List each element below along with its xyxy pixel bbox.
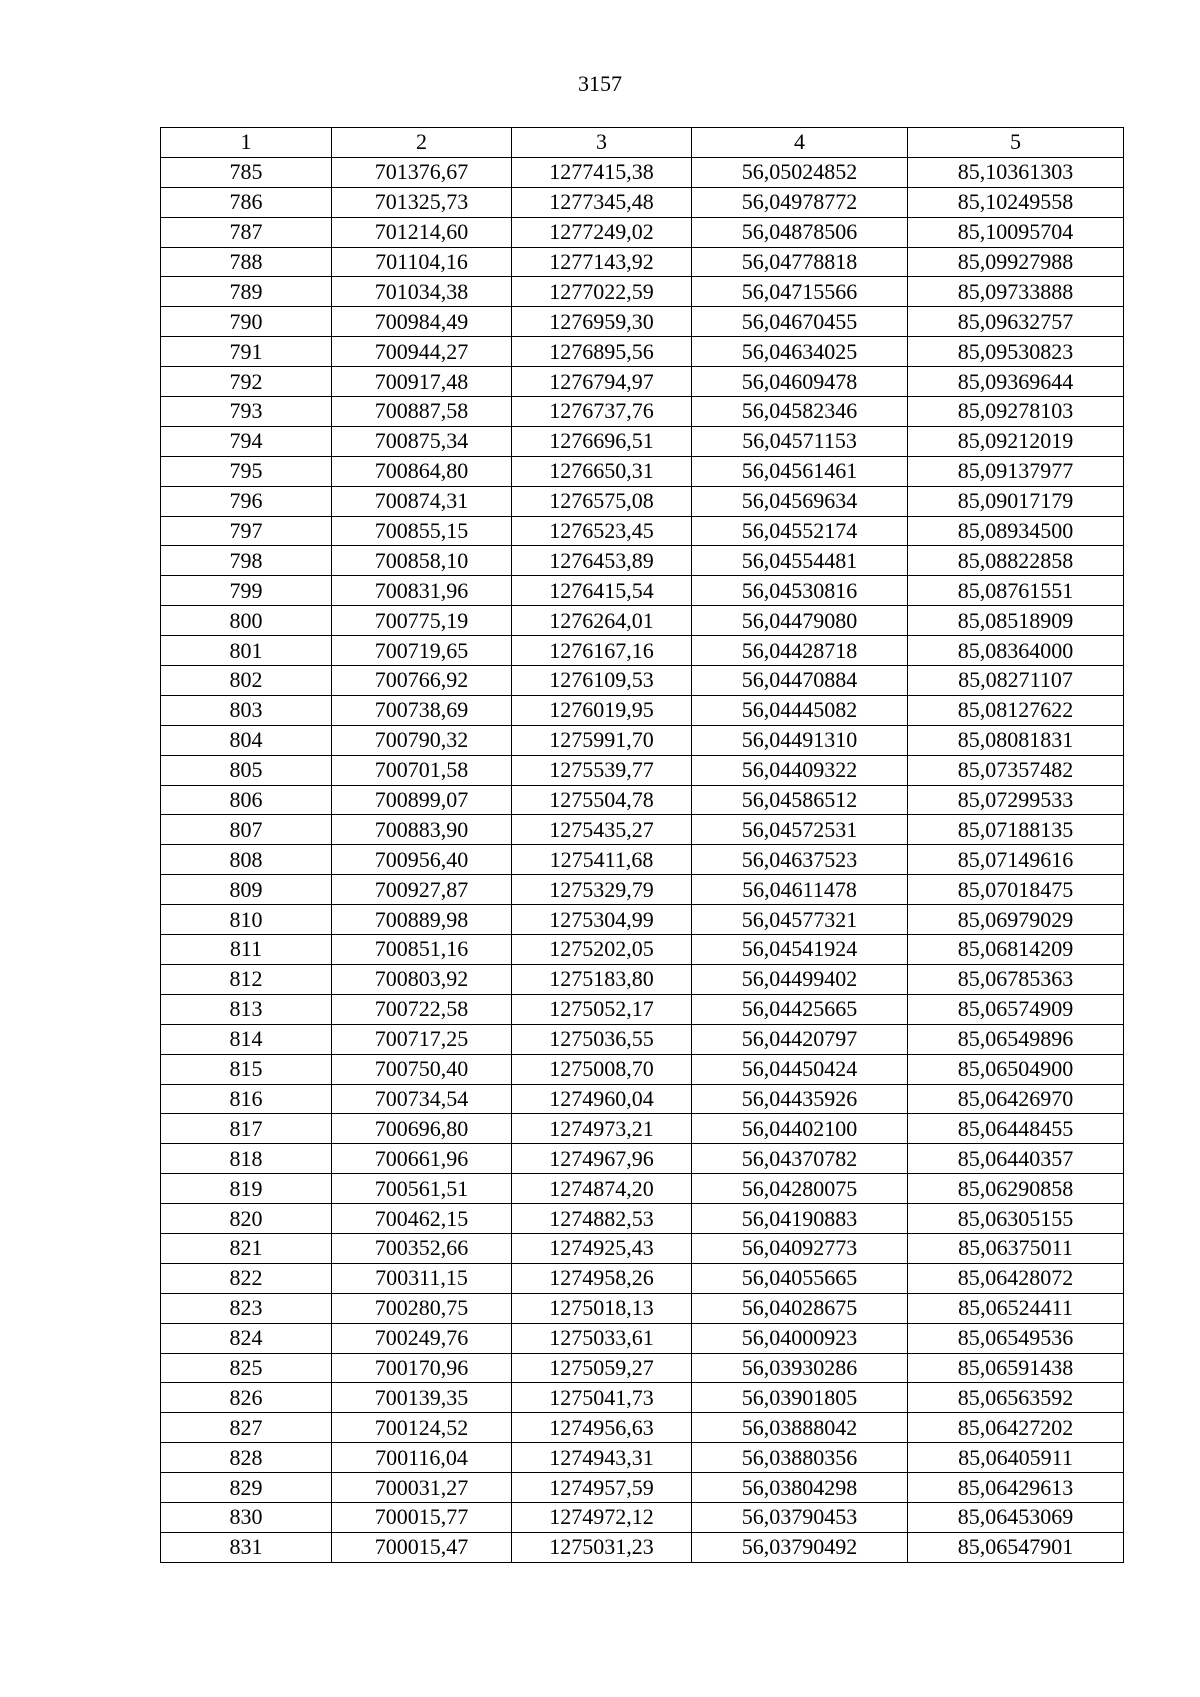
- y-coordinate-cell: 1276696,51: [512, 426, 692, 456]
- latitude-cell: 56,04499402: [692, 964, 908, 994]
- table-row: [161, 1204, 1124, 1234]
- y-coordinate-cell: 1276737,76: [512, 397, 692, 427]
- latitude-cell: 56,05024852: [692, 157, 908, 187]
- y-coordinate-cell: 1276895,56: [512, 337, 692, 367]
- point-number-cell: 787: [161, 217, 332, 247]
- longitude-cell: 85,06504900: [908, 1054, 1124, 1084]
- longitude-cell: 85,06305155: [908, 1204, 1124, 1234]
- x-coordinate-cell: 700790,32: [332, 725, 512, 755]
- point-number-cell: 805: [161, 755, 332, 785]
- x-coordinate-cell: 700722,58: [332, 994, 512, 1024]
- latitude-cell: 56,04634025: [692, 337, 908, 367]
- point-number-cell: 828: [161, 1443, 332, 1473]
- point-number-cell: 806: [161, 785, 332, 815]
- x-coordinate-cell: 700015,77: [332, 1502, 512, 1532]
- point-number-cell: 816: [161, 1084, 332, 1114]
- page-number: 3157: [578, 71, 622, 96]
- x-coordinate-cell: 701104,16: [332, 247, 512, 277]
- longitude-cell: 85,06979029: [908, 905, 1124, 935]
- y-coordinate-cell: 1277415,38: [512, 157, 692, 187]
- y-coordinate-cell: 1274882,53: [512, 1204, 692, 1234]
- latitude-cell: 56,04582346: [692, 397, 908, 427]
- point-number-cell: 804: [161, 725, 332, 755]
- point-number-cell: 799: [161, 576, 332, 606]
- point-number-cell: 822: [161, 1263, 332, 1293]
- table-row: [161, 1413, 1124, 1443]
- latitude-cell: 56,03804298: [692, 1473, 908, 1503]
- latitude-cell: 56,03880356: [692, 1443, 908, 1473]
- coordinates-table: [160, 127, 1124, 1563]
- x-coordinate-cell: 701034,38: [332, 277, 512, 307]
- latitude-cell: 56,03888042: [692, 1413, 908, 1443]
- point-number-cell: 802: [161, 666, 332, 696]
- column-header-4: 4: [692, 128, 908, 158]
- longitude-cell: 85,06375011: [908, 1233, 1124, 1263]
- latitude-cell: 56,04778818: [692, 247, 908, 277]
- latitude-cell: 56,04552174: [692, 516, 908, 546]
- latitude-cell: 56,04425665: [692, 994, 908, 1024]
- longitude-cell: 85,06549536: [908, 1323, 1124, 1353]
- y-coordinate-cell: 1276959,30: [512, 307, 692, 337]
- y-coordinate-cell: 1275304,99: [512, 905, 692, 935]
- y-coordinate-cell: 1276109,53: [512, 666, 692, 696]
- table-row: [161, 1233, 1124, 1263]
- y-coordinate-cell: 1275052,17: [512, 994, 692, 1024]
- longitude-cell: 85,07188135: [908, 815, 1124, 845]
- point-number-cell: 798: [161, 546, 332, 576]
- latitude-cell: 56,03790453: [692, 1502, 908, 1532]
- y-coordinate-cell: 1274958,26: [512, 1263, 692, 1293]
- table-row: [161, 247, 1124, 277]
- latitude-cell: 56,04491310: [692, 725, 908, 755]
- point-number-cell: 797: [161, 516, 332, 546]
- x-coordinate-cell: 700917,48: [332, 367, 512, 397]
- x-coordinate-cell: 700899,07: [332, 785, 512, 815]
- table-row: [161, 367, 1124, 397]
- column-header-3: 3: [512, 128, 692, 158]
- longitude-cell: 85,06547901: [908, 1532, 1124, 1562]
- x-coordinate-cell: 700717,25: [332, 1024, 512, 1054]
- point-number-cell: 818: [161, 1144, 332, 1174]
- point-number-cell: 814: [161, 1024, 332, 1054]
- longitude-cell: 85,10361303: [908, 157, 1124, 187]
- y-coordinate-cell: 1274925,43: [512, 1233, 692, 1263]
- x-coordinate-cell: 700858,10: [332, 546, 512, 576]
- longitude-cell: 85,07357482: [908, 755, 1124, 785]
- longitude-cell: 85,06440357: [908, 1144, 1124, 1174]
- table-row: [161, 815, 1124, 845]
- latitude-cell: 56,04190883: [692, 1204, 908, 1234]
- y-coordinate-cell: 1276453,89: [512, 546, 692, 576]
- table-row: [161, 486, 1124, 516]
- table-row: [161, 516, 1124, 546]
- latitude-cell: 56,03901805: [692, 1383, 908, 1413]
- point-number-cell: 824: [161, 1323, 332, 1353]
- table-row: [161, 426, 1124, 456]
- latitude-cell: 56,04541924: [692, 935, 908, 965]
- table-row: [161, 1502, 1124, 1532]
- longitude-cell: 85,08127622: [908, 695, 1124, 725]
- latitude-cell: 56,04571153: [692, 426, 908, 456]
- x-coordinate-cell: 700855,15: [332, 516, 512, 546]
- table-row: [161, 277, 1124, 307]
- y-coordinate-cell: 1276264,01: [512, 606, 692, 636]
- latitude-cell: 56,04402100: [692, 1114, 908, 1144]
- column-header-2: 2: [332, 128, 512, 158]
- x-coordinate-cell: 700889,98: [332, 905, 512, 935]
- longitude-cell: 85,06574909: [908, 994, 1124, 1024]
- longitude-cell: 85,08271107: [908, 666, 1124, 696]
- longitude-cell: 85,09927988: [908, 247, 1124, 277]
- point-number-cell: 788: [161, 247, 332, 277]
- x-coordinate-cell: 700719,65: [332, 636, 512, 666]
- y-coordinate-cell: 1274874,20: [512, 1174, 692, 1204]
- latitude-cell: 56,04530816: [692, 576, 908, 606]
- point-number-cell: 801: [161, 636, 332, 666]
- longitude-cell: 85,06427202: [908, 1413, 1124, 1443]
- longitude-cell: 85,09017179: [908, 486, 1124, 516]
- y-coordinate-cell: 1276650,31: [512, 456, 692, 486]
- longitude-cell: 85,09632757: [908, 307, 1124, 337]
- longitude-cell: 85,08822858: [908, 546, 1124, 576]
- y-coordinate-cell: 1274967,96: [512, 1144, 692, 1174]
- x-coordinate-cell: 701325,73: [332, 187, 512, 217]
- longitude-cell: 85,08761551: [908, 576, 1124, 606]
- x-coordinate-cell: 700661,96: [332, 1144, 512, 1174]
- latitude-cell: 56,04611478: [692, 875, 908, 905]
- y-coordinate-cell: 1277022,59: [512, 277, 692, 307]
- table-row: [161, 337, 1124, 367]
- x-coordinate-cell: 701214,60: [332, 217, 512, 247]
- y-coordinate-cell: 1277143,92: [512, 247, 692, 277]
- longitude-cell: 85,09212019: [908, 426, 1124, 456]
- longitude-cell: 85,10095704: [908, 217, 1124, 247]
- latitude-cell: 56,04428718: [692, 636, 908, 666]
- point-number-cell: 796: [161, 486, 332, 516]
- longitude-cell: 85,07149616: [908, 845, 1124, 875]
- y-coordinate-cell: 1274960,04: [512, 1084, 692, 1114]
- y-coordinate-cell: 1275991,70: [512, 725, 692, 755]
- table-row: [161, 1024, 1124, 1054]
- latitude-cell: 56,04479080: [692, 606, 908, 636]
- x-coordinate-cell: 700280,75: [332, 1293, 512, 1323]
- longitude-cell: 85,06448455: [908, 1114, 1124, 1144]
- longitude-cell: 85,08934500: [908, 516, 1124, 546]
- table-row: [161, 1383, 1124, 1413]
- x-coordinate-cell: 700352,66: [332, 1233, 512, 1263]
- y-coordinate-cell: 1276575,08: [512, 486, 692, 516]
- longitude-cell: 85,06563592: [908, 1383, 1124, 1413]
- y-coordinate-cell: 1275008,70: [512, 1054, 692, 1084]
- latitude-cell: 56,04572531: [692, 815, 908, 845]
- table-row: [161, 845, 1124, 875]
- table-row: [161, 905, 1124, 935]
- y-coordinate-cell: 1276523,45: [512, 516, 692, 546]
- point-number-cell: 785: [161, 157, 332, 187]
- table-row: [161, 1263, 1124, 1293]
- point-number-cell: 795: [161, 456, 332, 486]
- y-coordinate-cell: 1275031,23: [512, 1532, 692, 1562]
- longitude-cell: 85,06814209: [908, 935, 1124, 965]
- table-row: [161, 456, 1124, 486]
- y-coordinate-cell: 1274972,12: [512, 1502, 692, 1532]
- point-number-cell: 825: [161, 1353, 332, 1383]
- y-coordinate-cell: 1276019,95: [512, 695, 692, 725]
- point-number-cell: 800: [161, 606, 332, 636]
- point-number-cell: 827: [161, 1413, 332, 1443]
- table-header: [161, 128, 1124, 158]
- latitude-cell: 56,04370782: [692, 1144, 908, 1174]
- table-row: [161, 725, 1124, 755]
- table-row: [161, 1353, 1124, 1383]
- point-number-cell: 786: [161, 187, 332, 217]
- longitude-cell: 85,09278103: [908, 397, 1124, 427]
- x-coordinate-cell: 700701,58: [332, 755, 512, 785]
- y-coordinate-cell: 1275033,61: [512, 1323, 692, 1353]
- latitude-cell: 56,04978772: [692, 187, 908, 217]
- point-number-cell: 808: [161, 845, 332, 875]
- longitude-cell: 85,08518909: [908, 606, 1124, 636]
- table-row: [161, 546, 1124, 576]
- x-coordinate-cell: 700984,49: [332, 307, 512, 337]
- longitude-cell: 85,06453069: [908, 1502, 1124, 1532]
- longitude-cell: 85,08364000: [908, 636, 1124, 666]
- table-row: [161, 755, 1124, 785]
- table-row: [161, 1174, 1124, 1204]
- latitude-cell: 56,04715566: [692, 277, 908, 307]
- table-row: [161, 1473, 1124, 1503]
- longitude-cell: 85,10249558: [908, 187, 1124, 217]
- table-row: [161, 217, 1124, 247]
- table-row: [161, 994, 1124, 1024]
- point-number-cell: 812: [161, 964, 332, 994]
- longitude-cell: 85,06428072: [908, 1263, 1124, 1293]
- point-number-cell: 819: [161, 1174, 332, 1204]
- latitude-cell: 56,04561461: [692, 456, 908, 486]
- latitude-cell: 56,03790492: [692, 1532, 908, 1562]
- point-number-cell: 817: [161, 1114, 332, 1144]
- x-coordinate-cell: 700462,15: [332, 1204, 512, 1234]
- table-row: [161, 1084, 1124, 1114]
- point-number-cell: 790: [161, 307, 332, 337]
- y-coordinate-cell: 1275183,80: [512, 964, 692, 994]
- point-number-cell: 830: [161, 1502, 332, 1532]
- latitude-cell: 56,04000923: [692, 1323, 908, 1353]
- point-number-cell: 829: [161, 1473, 332, 1503]
- longitude-cell: 85,09530823: [908, 337, 1124, 367]
- column-header-5: 5: [908, 128, 1124, 158]
- longitude-cell: 85,07299533: [908, 785, 1124, 815]
- latitude-cell: 56,04055665: [692, 1263, 908, 1293]
- x-coordinate-cell: 700738,69: [332, 695, 512, 725]
- latitude-cell: 56,04670455: [692, 307, 908, 337]
- x-coordinate-cell: 700883,90: [332, 815, 512, 845]
- longitude-cell: 85,09369644: [908, 367, 1124, 397]
- longitude-cell: 85,07018475: [908, 875, 1124, 905]
- point-number-cell: 820: [161, 1204, 332, 1234]
- x-coordinate-cell: 700874,31: [332, 486, 512, 516]
- x-coordinate-cell: 700139,35: [332, 1383, 512, 1413]
- y-coordinate-cell: 1274956,63: [512, 1413, 692, 1443]
- y-coordinate-cell: 1276794,97: [512, 367, 692, 397]
- point-number-cell: 792: [161, 367, 332, 397]
- table-body: [161, 157, 1124, 1562]
- table-row: [161, 666, 1124, 696]
- table-row: [161, 785, 1124, 815]
- x-coordinate-cell: 701376,67: [332, 157, 512, 187]
- point-number-cell: 794: [161, 426, 332, 456]
- x-coordinate-cell: 700887,58: [332, 397, 512, 427]
- longitude-cell: 85,06290858: [908, 1174, 1124, 1204]
- latitude-cell: 56,04878506: [692, 217, 908, 247]
- latitude-cell: 56,04028675: [692, 1293, 908, 1323]
- latitude-cell: 56,04092773: [692, 1233, 908, 1263]
- x-coordinate-cell: 700734,54: [332, 1084, 512, 1114]
- latitude-cell: 56,04554481: [692, 546, 908, 576]
- table-row: [161, 187, 1124, 217]
- x-coordinate-cell: 700944,27: [332, 337, 512, 367]
- y-coordinate-cell: 1275504,78: [512, 785, 692, 815]
- table-row: [161, 1293, 1124, 1323]
- x-coordinate-cell: 700124,52: [332, 1413, 512, 1443]
- y-coordinate-cell: 1277249,02: [512, 217, 692, 247]
- longitude-cell: 85,06429613: [908, 1473, 1124, 1503]
- latitude-cell: 56,04450424: [692, 1054, 908, 1084]
- table-row: [161, 307, 1124, 337]
- x-coordinate-cell: 700864,80: [332, 456, 512, 486]
- latitude-cell: 56,04280075: [692, 1174, 908, 1204]
- longitude-cell: 85,09137977: [908, 456, 1124, 486]
- table-row: [161, 576, 1124, 606]
- y-coordinate-cell: 1274943,31: [512, 1443, 692, 1473]
- table-row: [161, 695, 1124, 725]
- x-coordinate-cell: 700116,04: [332, 1443, 512, 1473]
- header-row: [161, 128, 1124, 158]
- x-coordinate-cell: 700696,80: [332, 1114, 512, 1144]
- point-number-cell: 821: [161, 1233, 332, 1263]
- table-row: [161, 875, 1124, 905]
- x-coordinate-cell: 700875,34: [332, 426, 512, 456]
- point-number-cell: 811: [161, 935, 332, 965]
- point-number-cell: 803: [161, 695, 332, 725]
- longitude-cell: 85,06524411: [908, 1293, 1124, 1323]
- y-coordinate-cell: 1275041,73: [512, 1383, 692, 1413]
- table-row: [161, 606, 1124, 636]
- y-coordinate-cell: 1274957,59: [512, 1473, 692, 1503]
- point-number-cell: 831: [161, 1532, 332, 1562]
- y-coordinate-cell: 1276167,16: [512, 636, 692, 666]
- table-row: [161, 1114, 1124, 1144]
- x-coordinate-cell: 700927,87: [332, 875, 512, 905]
- table-row: [161, 1054, 1124, 1084]
- latitude-cell: 56,04470884: [692, 666, 908, 696]
- x-coordinate-cell: 700851,16: [332, 935, 512, 965]
- table-row: [161, 1443, 1124, 1473]
- point-number-cell: 807: [161, 815, 332, 845]
- latitude-cell: 56,04577321: [692, 905, 908, 935]
- x-coordinate-cell: 700803,92: [332, 964, 512, 994]
- x-coordinate-cell: 700031,27: [332, 1473, 512, 1503]
- y-coordinate-cell: 1274973,21: [512, 1114, 692, 1144]
- longitude-cell: 85,06549896: [908, 1024, 1124, 1054]
- latitude-cell: 56,04420797: [692, 1024, 908, 1054]
- y-coordinate-cell: 1275539,77: [512, 755, 692, 785]
- y-coordinate-cell: 1275036,55: [512, 1024, 692, 1054]
- latitude-cell: 56,04586512: [692, 785, 908, 815]
- x-coordinate-cell: 700775,19: [332, 606, 512, 636]
- x-coordinate-cell: 700831,96: [332, 576, 512, 606]
- x-coordinate-cell: 700750,40: [332, 1054, 512, 1084]
- table-row: [161, 397, 1124, 427]
- x-coordinate-cell: 700015,47: [332, 1532, 512, 1562]
- table-row: [161, 157, 1124, 187]
- point-number-cell: 809: [161, 875, 332, 905]
- column-header-1: 1: [161, 128, 332, 158]
- point-number-cell: 815: [161, 1054, 332, 1084]
- longitude-cell: 85,06405911: [908, 1443, 1124, 1473]
- longitude-cell: 85,06591438: [908, 1353, 1124, 1383]
- x-coordinate-cell: 700561,51: [332, 1174, 512, 1204]
- latitude-cell: 56,04409322: [692, 755, 908, 785]
- table-row: [161, 1144, 1124, 1174]
- longitude-cell: 85,06426970: [908, 1084, 1124, 1114]
- point-number-cell: 813: [161, 994, 332, 1024]
- latitude-cell: 56,04445082: [692, 695, 908, 725]
- y-coordinate-cell: 1276415,54: [512, 576, 692, 606]
- latitude-cell: 56,04435926: [692, 1084, 908, 1114]
- latitude-cell: 56,03930286: [692, 1353, 908, 1383]
- longitude-cell: 85,08081831: [908, 725, 1124, 755]
- point-number-cell: 789: [161, 277, 332, 307]
- table-row: [161, 964, 1124, 994]
- point-number-cell: 823: [161, 1293, 332, 1323]
- latitude-cell: 56,04569634: [692, 486, 908, 516]
- y-coordinate-cell: 1275018,13: [512, 1293, 692, 1323]
- table-row: [161, 935, 1124, 965]
- x-coordinate-cell: 700249,76: [332, 1323, 512, 1353]
- point-number-cell: 791: [161, 337, 332, 367]
- latitude-cell: 56,04637523: [692, 845, 908, 875]
- x-coordinate-cell: 700311,15: [332, 1263, 512, 1293]
- y-coordinate-cell: 1275435,27: [512, 815, 692, 845]
- x-coordinate-cell: 700956,40: [332, 845, 512, 875]
- point-number-cell: 793: [161, 397, 332, 427]
- y-coordinate-cell: 1277345,48: [512, 187, 692, 217]
- y-coordinate-cell: 1275329,79: [512, 875, 692, 905]
- x-coordinate-cell: 700766,92: [332, 666, 512, 696]
- table-row: [161, 1323, 1124, 1353]
- longitude-cell: 85,09733888: [908, 277, 1124, 307]
- x-coordinate-cell: 700170,96: [332, 1353, 512, 1383]
- table-row: [161, 636, 1124, 666]
- y-coordinate-cell: 1275202,05: [512, 935, 692, 965]
- latitude-cell: 56,04609478: [692, 367, 908, 397]
- y-coordinate-cell: 1275411,68: [512, 845, 692, 875]
- table-row: [161, 1532, 1124, 1562]
- point-number-cell: 810: [161, 905, 332, 935]
- point-number-cell: 826: [161, 1383, 332, 1413]
- longitude-cell: 85,06785363: [908, 964, 1124, 994]
- y-coordinate-cell: 1275059,27: [512, 1353, 692, 1383]
